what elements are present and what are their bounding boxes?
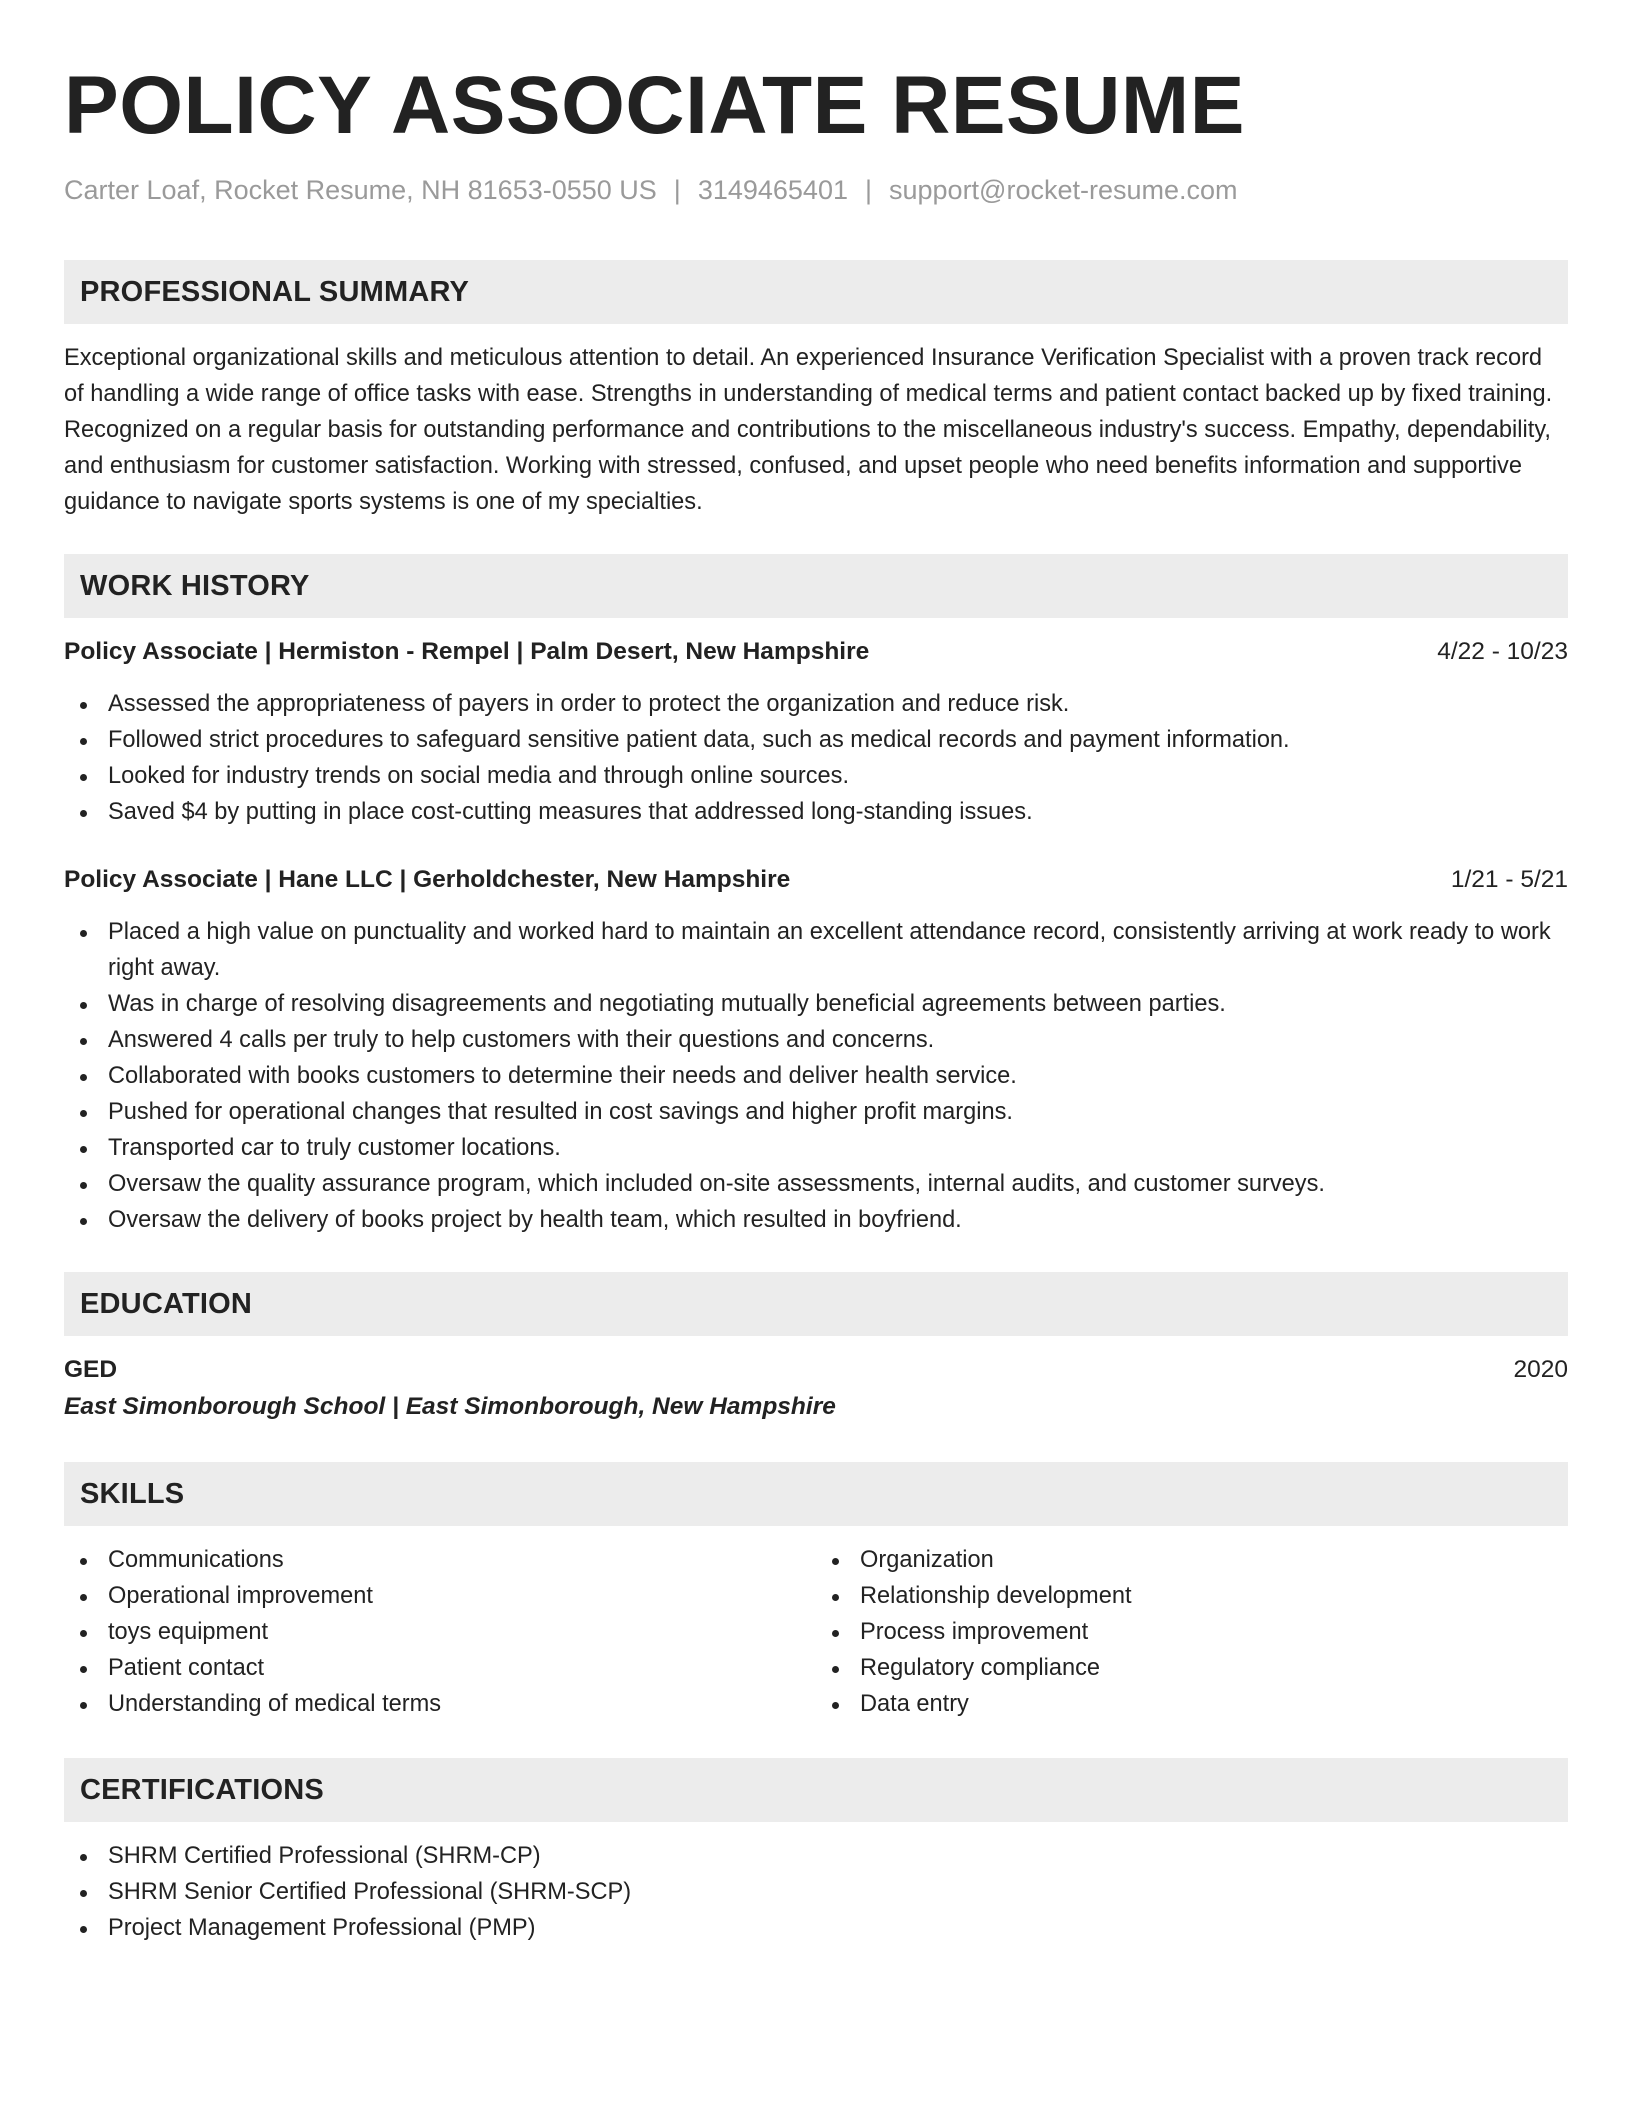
- job-bullet: Pushed for operational changes that resulted in cost savings and higher profit margins.: [64, 1094, 1568, 1130]
- resume-title: POLICY ASSOCIATE RESUME: [64, 60, 1245, 151]
- skills-column-left: [64, 1542, 816, 1722]
- job-dates: 4/22 - 10/23: [1437, 638, 1568, 665]
- skill-item: Patient contact: [64, 1650, 816, 1686]
- job-bullet: Placed a high value on punctuality and worked hard to maintain an excellent attendance record, consistently arriving at work ready to work right away.: [64, 914, 1568, 986]
- job-bullet-list: [64, 914, 1568, 1238]
- job-bullet: Assessed the appropriateness of payers in order to protect the organization and reduce risk.: [64, 686, 1568, 722]
- skills-column-right: [816, 1542, 1568, 1722]
- section-heading-skills: SKILLS: [64, 1462, 1568, 1526]
- skill-item: Data entry: [816, 1686, 1568, 1722]
- skill-item: Organization: [816, 1542, 1568, 1578]
- job-bullet: Oversaw the quality assurance program, which included on-site assessments, internal audits, and customer surveys.: [64, 1166, 1568, 1202]
- certification-list: [64, 1838, 1568, 1946]
- job-bullet: Collaborated with books customers to determine their needs and deliver health service.: [64, 1058, 1568, 1094]
- certification-item: SHRM Senior Certified Professional (SHRM-SCP): [64, 1874, 1568, 1910]
- contact-phone: 3149465401: [697, 175, 848, 205]
- job-bullet: Oversaw the delivery of books project by health team, which resulted in boyfriend.: [64, 1202, 1568, 1238]
- section-heading-certifications: CERTIFICATIONS: [64, 1758, 1568, 1822]
- skill-item: Regulatory compliance: [816, 1650, 1568, 1686]
- skill-item: toys equipment: [64, 1614, 816, 1650]
- job-bullet: Saved $4 by putting in place cost-cutting measures that addressed long-standing issues.: [64, 794, 1568, 830]
- contact-line: [64, 172, 1568, 208]
- education-year: 2020: [1513, 1356, 1568, 1383]
- job-header: [64, 634, 1568, 670]
- certification-item: Project Management Professional (PMP): [64, 1910, 1568, 1946]
- contact-email: support@rocket-resume.com: [889, 175, 1238, 205]
- job-bullet: Answered 4 calls per truly to help customers with their questions and concerns.: [64, 1022, 1568, 1058]
- job-bullet: Followed strict procedures to safeguard sensitive patient data, such as medical records and payment information.: [64, 722, 1568, 758]
- skill-item: Relationship development: [816, 1578, 1568, 1614]
- skill-item: Operational improvement: [64, 1578, 816, 1614]
- section-heading-summary: PROFESSIONAL SUMMARY: [64, 260, 1568, 324]
- job-title: Policy Associate | Hane LLC | Gerholdchester, New Hampshire: [64, 866, 791, 893]
- job-title: Policy Associate | Hermiston - Rempel | Palm Desert, New Hampshire: [64, 638, 870, 665]
- certification-item: SHRM Certified Professional (SHRM-CP): [64, 1838, 1568, 1874]
- section-heading-education: EDUCATION: [64, 1272, 1568, 1336]
- skill-item: Understanding of medical terms: [64, 1686, 816, 1722]
- education-degree: GED: [64, 1356, 118, 1383]
- skill-item: Communications: [64, 1542, 816, 1578]
- job-bullet: Was in charge of resolving disagreements and negotiating mutually beneficial agreements between parties.: [64, 986, 1568, 1022]
- job-bullet-list: [64, 686, 1568, 830]
- education-row: [64, 1352, 1568, 1388]
- education-school: East Simonborough School | East Simonborough, New Hampshire: [64, 1393, 836, 1420]
- section-heading-work-history: WORK HISTORY: [64, 554, 1568, 618]
- job-dates: 1/21 - 5/21: [1450, 866, 1568, 893]
- job-header: [64, 862, 1568, 898]
- job-bullet: Transported car to truly customer locations.: [64, 1130, 1568, 1166]
- contact-address: Carter Loaf, Rocket Resume, NH 81653-0550 US: [64, 175, 657, 205]
- contact-separator: |: [864, 175, 872, 205]
- summary-text: Exceptional organizational skills and meticulous attention to detail. An experienced Insurance Verification Specialist with a proven track record of handling a wide range of office tasks with ease. Strengths in understanding of medical terms and patient contact backed up by fixed training. Recognized on a regular basis for outstanding performance and contributions to the miscellaneous industry's success. Empathy, dependability, and enthusiasm for customer satisfaction. Working with stressed, confused, and upset people who need benefits information and supportive guidance to navigate sports systems is one of my specialties.: [64, 345, 1553, 515]
- skills-grid: [64, 1542, 1568, 1722]
- contact-separator: |: [673, 175, 681, 205]
- job-bullet: Looked for industry trends on social media and through online sources.: [64, 758, 1568, 794]
- skill-item: Process improvement: [816, 1614, 1568, 1650]
